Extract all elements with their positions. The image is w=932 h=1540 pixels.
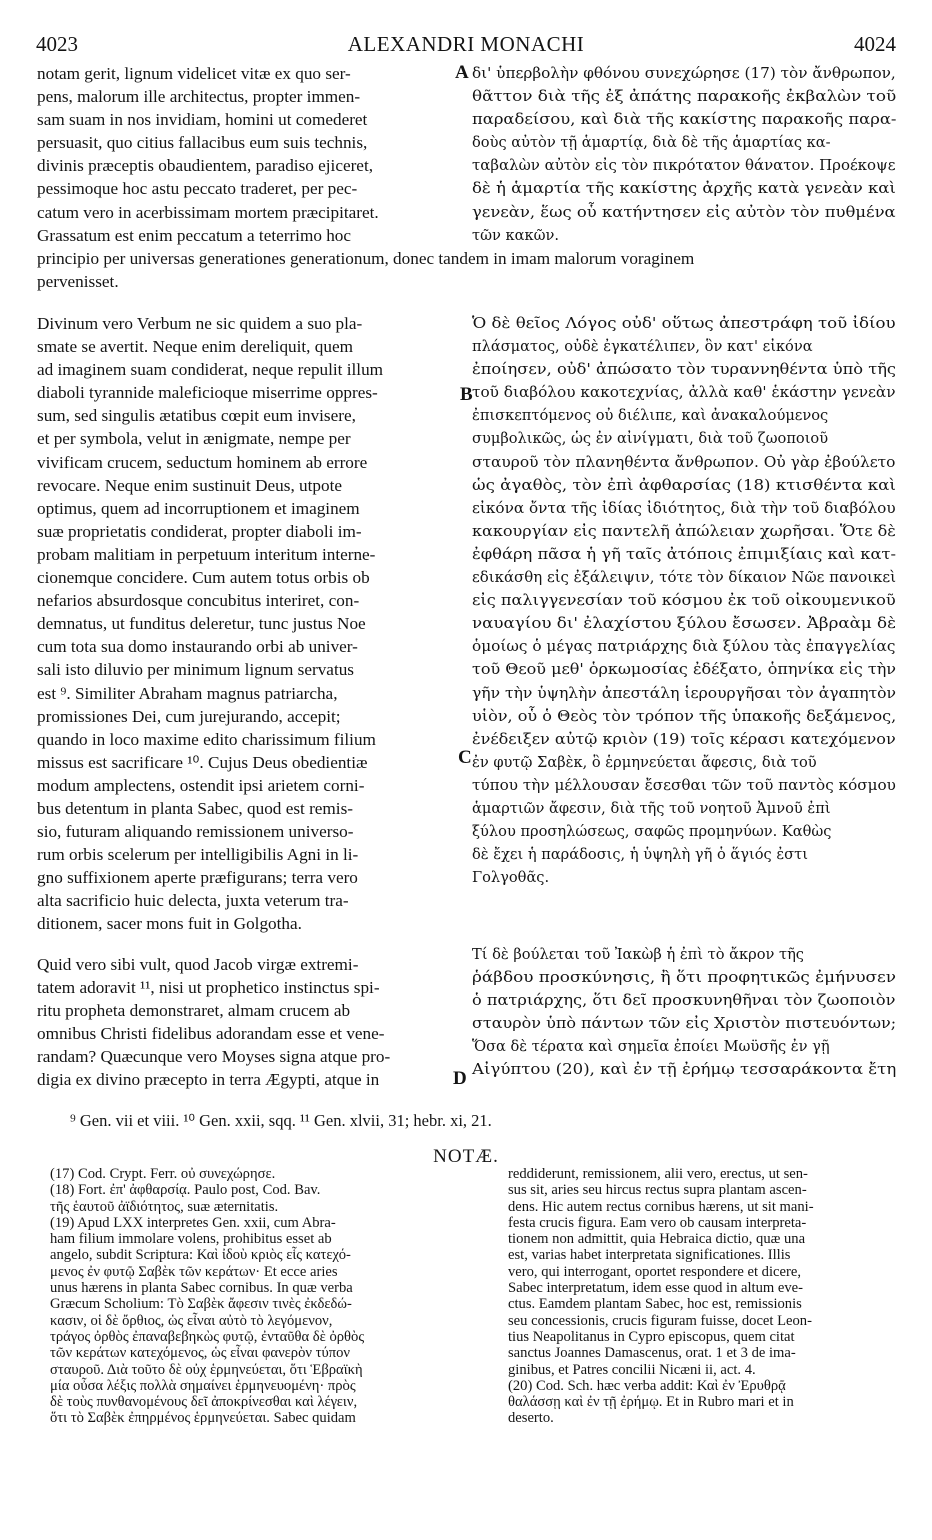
greek-line-text: Αἰγύπτου (20), καὶ ἐν τῇ ἐρήμῳ τεσσαράκοντα ἔτη <box>472 1061 897 1079</box>
note-line <box>508 1215 903 1231</box>
latin-line-text: digia ex divino præcepto in terra Ægypti, atque in <box>37 1070 380 1090</box>
note-line <box>508 1313 903 1329</box>
greek-line <box>472 682 896 705</box>
greek-line <box>472 866 896 889</box>
scripture-footnotes: ⁹ Gen. vii et viii. ¹⁰ Gen. xxii, sqq. ¹¹ Gen. xlvii, 31; hebr. xi, 21. <box>70 1111 492 1130</box>
latin-line-text: Quid vero sibi vult, quod Jacob virgæ extremi- <box>37 955 359 974</box>
latin-line-text: vivificam crucem, seductum hominem ab errore <box>37 452 368 472</box>
latin-line <box>37 1068 462 1091</box>
latin-line <box>37 635 462 658</box>
greek-line-text: δὲ ἡ ἁμαρτία τῆς κακίστης ἀρχῆς κατὰ γενεὰν καὶ <box>472 180 896 198</box>
greek-line <box>472 381 896 404</box>
greek-line-text: ἐποίησεν, οὐδ' ἀπώσατο τὸν τυραννηθέντα ὑπὸ τῆς <box>472 361 897 379</box>
note-line <box>50 1215 470 1231</box>
greek-line <box>472 589 896 612</box>
latin-line-text: divinis præceptis obaudientem, paradiso ejiceret, <box>37 156 374 176</box>
note-line <box>508 1362 903 1378</box>
greek-line <box>472 1035 896 1058</box>
note-line <box>508 1247 903 1263</box>
note-line-text: μενος ἐν φυτῷ Σαβὲκ τῶν κεράτων· Et ecce aries <box>50 1263 338 1280</box>
latin-column-block-2 <box>37 312 462 936</box>
greek-line <box>472 131 896 154</box>
greek-column-block-1 <box>472 62 896 247</box>
latin-line-text: modum amplectens, ostendit ipsi arietem corni- <box>37 775 365 795</box>
latin-line-text: rum orbis scelerum per intelligibilis Agni in li- <box>37 845 359 865</box>
note-line-text: ginibus, et Patres concilii Nicæni ii, act. 4. <box>508 1361 756 1378</box>
greek-line <box>472 358 896 381</box>
greek-line-text: εἰκόνα ὄντα τῆς ἰδίας ἰδιότητος, διὰ τὴν τοῦ διαβόλου <box>472 499 896 517</box>
latin-line-text: ad imaginem suam condiderat, neque repulit illum <box>37 360 384 380</box>
note-line-text: ὅτι τὸ Σαβὲκ ἐπηρμένος ἑρμηνεύεται. Sabec quidam <box>50 1410 356 1427</box>
latin-line-text: optimus, quem ad incorruptionem et imaginem <box>37 498 360 518</box>
full-line-text: pervenisset. <box>37 272 119 292</box>
greek-line-text: ὁ πατριάρχης, ὅτι δεῖ προσκυνηθῆναι τὸν ζωοποιὸν <box>472 992 896 1010</box>
page-header <box>36 32 896 58</box>
latin-line-text: gno suffixionem aperte præfigurans; terra vero <box>37 868 358 888</box>
greek-line <box>472 797 896 820</box>
latin-line <box>37 358 462 381</box>
greek-line-text: ὁμοίως ὁ μέγας πατριάρχης διὰ ξύλου τὰς ἐπαγγελίας <box>472 638 896 656</box>
greek-line <box>472 427 896 450</box>
page-number-right: 4024 <box>854 32 896 56</box>
latin-line-text: Grassatum est enim peccatum a teterrimo hoc <box>37 225 352 245</box>
note-line-text: tius Neapolitanus in Cypro episcopus, quem citat <box>508 1328 795 1345</box>
latin-line-text: suæ proprietatis condiderat, propter diaboli im- <box>37 521 362 541</box>
latin-line <box>37 312 462 335</box>
latin-line <box>37 682 462 705</box>
greek-line <box>472 843 896 866</box>
latin-line <box>37 474 462 497</box>
greek-line <box>472 705 896 728</box>
greek-line-text: ξύλου προσηλώσεως, σαφῶς προμηνύων. Καθὼς <box>472 823 832 841</box>
note-line <box>50 1182 470 1198</box>
greek-line <box>472 728 896 751</box>
greek-line <box>472 774 896 797</box>
note-line <box>50 1378 470 1394</box>
latin-line <box>37 131 462 154</box>
greek-line <box>472 312 896 335</box>
running-title: ALEXANDRI MONACHI <box>347 32 585 56</box>
greek-line-text: ταβαλὼν αὐτὸν εἰς τὸν πικρότατον θάνατον. Προέκοψε <box>472 157 896 175</box>
latin-line-text: catum vero in acerbissimam mortem præcipitaret. <box>37 202 379 222</box>
latin-line-text: cionemque concidere. Cum autem totus orbis ob <box>37 568 370 588</box>
greek-line <box>472 658 896 681</box>
note-line-text: (18) Fort. ἐπ' ἀφθαρσίᾳ. Paulo post, Cod. Bav. <box>50 1182 321 1199</box>
greek-line-text: εἰς παλιγγενεσίαν τοῦ κόσμου ἐκ τοῦ οἰκουμενικοῦ <box>472 592 896 610</box>
note-line-text: vero, qui interrogant, oportet respondere et dicere, <box>508 1263 801 1280</box>
note-line-text: deserto. <box>508 1410 554 1427</box>
note-line-text: κασιν, οἱ δὲ ὄρθιος, ὡς εἶναι αὐτὸ τὸ λεγόμενον, <box>50 1312 333 1329</box>
latin-line <box>37 108 462 131</box>
latin-line-text: pessimoque hoc astu peccato traderet, per pec- <box>37 179 358 199</box>
greek-line-text: ναυαγίου δι' ἐλαχίστου ξύλου ἔσωσεν. Ἀβραὰμ δὲ <box>472 615 897 633</box>
greek-line <box>472 989 896 1012</box>
latin-line <box>37 912 462 935</box>
latin-line-text: revocare. Neque enim sustinuit Deus, utpote <box>37 475 342 495</box>
greek-line <box>472 635 896 658</box>
greek-line <box>472 404 896 427</box>
latin-line <box>37 154 462 177</box>
note-line <box>508 1345 903 1361</box>
greek-line-text: θᾶττον διὰ τῆς ἐξ ἀπάτης παρακοῆς ἐκβαλὼν τοῦ <box>472 88 897 106</box>
note-line <box>50 1394 470 1410</box>
latin-line <box>37 335 462 358</box>
latin-line <box>37 889 462 912</box>
greek-line <box>472 451 896 474</box>
greek-line <box>472 85 896 108</box>
greek-line-text: τοῦ Θεοῦ μεθ' ὁρκωμοσίας ἐδέξατο, ὁπηνίκα εἰς τὴν <box>472 661 897 679</box>
greek-line-text: Ὁ δὲ θεῖος Λόγος οὐδ' οὕτως ἀπεστράφη τοῦ ἰδίου <box>472 315 896 332</box>
note-line-text: seu concessionis, crucis figuram fuisse, docet Leon- <box>508 1312 812 1329</box>
greek-line-text: ὡς ἀγαθὸς, τὸν ἐπὶ ἀφθαρσίας (18) κτισθέντα καὶ <box>472 476 896 494</box>
greek-line-text: σταυροῦ τὸν πλανηθέντα ἄνθρωπον. Οὐ γὰρ ἐβούλετο <box>472 453 896 471</box>
latin-line <box>37 751 462 774</box>
latin-line <box>37 843 462 866</box>
latin-line-text: probam malitiam in perpetuum interitum interne- <box>37 544 376 564</box>
latin-line-text: notam gerit, lignum videlicet vitæ ex quo ser- <box>37 64 351 83</box>
greek-line <box>472 154 896 177</box>
greek-line <box>472 1058 896 1081</box>
greek-line <box>472 108 896 131</box>
greek-line-text: δοὺς αὐτὸν τῇ ἁμαρτίᾳ, διὰ δὲ τῆς ἁμαρτίας κα- <box>472 134 831 152</box>
note-line <box>508 1296 903 1312</box>
latin-line-text: bus detentum in planta Sabec, quod est remis- <box>37 798 353 818</box>
greek-line-text: εδικάσθη εἰς ἐξάλειψιν, τότε τὸν δίκαιον Νῶε πανοικεὶ <box>472 569 896 587</box>
latin-line <box>37 976 462 999</box>
note-line-text: τράγος ὀρθὸς ἐπαναβεβηκὼς φυτῷ, ἐνταῦθα δὲ ὀρθὸς <box>50 1328 365 1345</box>
greek-line <box>472 943 896 966</box>
note-line-text: σταυροῦ. Διὰ τοῦτο δὲ οὐχ ἑρμηνεύεται, ὅτι Ἑβραϊκὴ <box>50 1361 363 1378</box>
greek-line-text: Ὅσα δὲ τέρατα καὶ σημεῖα ἐποίει Μωϋσῆς ἐν γῇ <box>472 1038 830 1056</box>
latin-line <box>37 201 462 224</box>
greek-line-text: ἐνέδειξεν αὐτῷ κριὸν (19) τοῖς κέρασι κατεχόμενον <box>472 730 896 748</box>
margin-marker-b: B <box>460 384 473 405</box>
latin-line <box>37 820 462 843</box>
note-line <box>508 1378 903 1394</box>
greek-line <box>472 751 896 774</box>
greek-line <box>472 543 896 566</box>
greek-line-text: παραδείσου, καὶ διὰ τῆς κακίστης παρακοῆς παρα- <box>472 111 897 129</box>
latin-line <box>37 705 462 728</box>
latin-line <box>37 451 462 474</box>
latin-line-text: promissiones Dei, cum jurejurando, accepit; <box>37 706 341 726</box>
greek-line <box>472 62 896 85</box>
latin-line-text: ditionem, sacer mons fuit in Golgotha. <box>37 914 302 934</box>
latin-line <box>37 85 462 108</box>
note-line-text: τῆς ἑαυτοῦ ἀϊδιότητος, suæ æternitatis. <box>50 1198 279 1215</box>
full-width-lines <box>37 247 895 293</box>
greek-line <box>472 224 896 247</box>
note-line-text: θαλάσσῃ καὶ ἐν τῇ ἐρήμῳ. Et in Rubro mari et in <box>508 1394 794 1411</box>
latin-line <box>37 774 462 797</box>
latin-line-text: pens, malorum ille architectus, propter immen- <box>37 87 361 107</box>
latin-line <box>37 658 462 681</box>
greek-line-text: τῶν κακῶν. <box>472 226 559 244</box>
latin-line-text: demnatus, ut funditus deleretur, tunc justus Noe <box>37 614 366 634</box>
latin-line <box>37 543 462 566</box>
note-line-text: sus sit, aries seu hircus rectus supra plantam ascen- <box>508 1182 807 1199</box>
latin-line-text: sali isto diluvio per minimum lignum servatus <box>37 660 354 680</box>
note-line <box>50 1231 470 1247</box>
note-line <box>508 1166 903 1182</box>
greek-line-text: Γολγοθᾶς. <box>472 869 550 887</box>
latin-line-text: nefarios absurdosque concubitus interiret, con- <box>37 591 360 611</box>
latin-column-block-1 <box>37 62 462 247</box>
margin-marker-c: C <box>458 747 472 768</box>
latin-line <box>37 797 462 820</box>
note-line-text: festa crucis figura. Eam vero ob causam interpreta- <box>508 1214 807 1231</box>
greek-line-text: συμβολικῶς, ὡς ἐν αἰνίγματι, διὰ τοῦ ζωοποιοῦ <box>472 430 829 448</box>
full-line <box>37 270 895 293</box>
latin-line-text: quando in loco maxime edito charissimum filium <box>37 729 376 749</box>
latin-line-text: persuasit, quo citius fallacibus eum suis technis, <box>37 133 368 153</box>
latin-line <box>37 427 462 450</box>
note-line <box>50 1199 470 1215</box>
latin-line <box>37 520 462 543</box>
note-line-text: est, varias habet interpretata significationes. Illis <box>508 1247 791 1264</box>
note-line <box>50 1313 470 1329</box>
latin-line-text: et per symbola, velut in ænigmate, nempe per <box>37 429 351 449</box>
latin-line-text: est ⁹. Similiter Abraham magnus patriarcha, <box>37 683 338 703</box>
note-line <box>50 1410 470 1426</box>
latin-line <box>37 1022 462 1045</box>
note-line <box>50 1264 470 1280</box>
latin-line <box>37 612 462 635</box>
latin-line-text: Divinum vero Verbum ne sic quidem a suo pla- <box>37 314 363 333</box>
note-line <box>508 1231 903 1247</box>
latin-line-text: smate se avertit. Neque enim dereliquit, quem <box>37 337 353 357</box>
greek-line <box>472 474 896 497</box>
latin-line-text: alta sacrificio huic delecta, juxta veterum tra- <box>37 891 349 911</box>
note-line <box>50 1362 470 1378</box>
notes-left-column <box>50 1166 470 1427</box>
note-line-text: reddiderunt, remissionem, alii vero, erectus, ut sen- <box>508 1166 808 1182</box>
latin-line-text: sam suam in nos invidiam, homini ut comederet <box>37 110 368 130</box>
notes-right-column <box>508 1166 903 1427</box>
greek-line-text: Τί δὲ βούλεται τοῦ Ἰακὼβ ἡ ἐπὶ τὸ ἄκρον τῆς <box>472 946 804 963</box>
greek-line <box>472 497 896 520</box>
greek-line-text: ἁμαρτιῶν ἄφεσιν, διὰ τῆς τοῦ νοητοῦ Ἀμνοῦ ἐπὶ <box>472 799 831 817</box>
latin-line <box>37 728 462 751</box>
notes-heading: NOTÆ. <box>433 1146 499 1167</box>
greek-line-text: κακουργίαν εἰς παντελῆ ἀπώλειαν χωρῆσαι. Ὅτε δὲ <box>472 522 896 540</box>
latin-line <box>37 62 462 85</box>
greek-line-text: δὲ ἔχει ἡ παράδοσις, ἡ ὑψηλὴ γῆ ὁ ἅγιός ἐστι <box>472 846 808 864</box>
greek-line <box>472 335 896 358</box>
note-line-text: δὲ τοὺς πυνθανομένους δεῖ ἀποκρίνεσθαι καὶ λέγειν, <box>50 1394 358 1411</box>
latin-line <box>37 177 462 200</box>
margin-marker-d: D <box>453 1068 467 1089</box>
note-line <box>50 1296 470 1312</box>
greek-line <box>472 201 896 224</box>
margin-marker-a: A <box>455 62 469 83</box>
latin-line-text: sum, sed singulis ætatibus cœpit eum invisere, <box>37 406 356 426</box>
latin-line <box>37 866 462 889</box>
note-line-text: unus hærens in planta Sabec cornibus. In quæ verba <box>50 1280 353 1297</box>
latin-line <box>37 589 462 612</box>
latin-line <box>37 404 462 427</box>
note-line <box>508 1410 903 1426</box>
greek-line <box>472 520 896 543</box>
greek-line-text: ῥάβδου προσκύνησις, ἢ ὅτι προφητικῶς ἐμήνυσεν <box>472 969 896 987</box>
greek-line-text: γενεὰν, ἕως οὗ κατήντησεν εἰς αὐτὸν τὸν πυθμένα <box>472 203 896 221</box>
note-line-text: τῶν κεράτων κατεχόμενος, ὡς εἶναι φανερὸν τύπον <box>50 1345 350 1362</box>
greek-line-text: ἐφθάρη πᾶσα ἡ γῆ ταῖς ἀτόποις ἐπιμιξίαις καὶ κατ- <box>472 545 896 563</box>
note-line-text: tionem non admittit, quia Hebraica dictio, quæ una <box>508 1231 806 1248</box>
note-line-text: μία οὖσα λέξις πολλὰ σημαίνει ἑρμηνευομένη· πρὸς <box>50 1377 356 1394</box>
greek-line-text: ἐπισκεπτόμενος οὐ διέλιπε, καὶ ἀνακαλούμενος <box>472 407 829 425</box>
latin-column-block-3 <box>37 953 462 1092</box>
latin-line-text: ritu propheta demonstraret, almam crucem ab <box>37 1001 351 1021</box>
greek-line-text: σταυρὸν ὑπὸ πάντων τῶν εἰς Χριστὸν πιστευόντων; <box>472 1015 897 1033</box>
note-line-text: ham filium immolare volens, prohibitus esset ab <box>50 1231 332 1248</box>
greek-column-block-2 <box>472 312 896 889</box>
note-line-text: dens. Hic autem rectus cornibus hærens, ut sit mani- <box>508 1198 814 1215</box>
greek-line-text: γῆν τὴν ὑψηλὴν ἀπεστάλη ἱερουργῆσαι τὸν ἀγαπητὸν <box>472 684 897 702</box>
note-line-text: angelo, subdit Scriptura: Καὶ ἰδοὺ κριὸς εἷς κατεχό- <box>50 1247 351 1264</box>
greek-line-text: τύπου τὴν μέλλουσαν ἔσεσθαι τῶν τοῦ παντὸς κόσμου <box>472 776 896 794</box>
greek-line <box>472 566 896 589</box>
note-line-text: Sabec interpretatum, idem esse quod in altum eve- <box>508 1280 804 1297</box>
greek-line-text: τοῦ διαβόλου κακοτεχνίας, ἀλλὰ καθ' ἑκάστην γενεὰν <box>472 384 896 402</box>
latin-line-text: diaboli tyrannide maleficioque miserrime oppres- <box>37 383 378 403</box>
greek-line <box>472 820 896 843</box>
greek-line <box>472 1012 896 1035</box>
note-line <box>508 1280 903 1296</box>
greek-line-text: ἐν φυτῷ Σαβὲκ, ὃ ἑρμηνεύεται ἄφεσις, διὰ τοῦ <box>472 753 817 771</box>
greek-line <box>472 177 896 200</box>
latin-line <box>37 497 462 520</box>
note-line <box>50 1166 470 1182</box>
note-line-text: Græcum Scholium: Τὸ Σαβὲκ ἄφεσιν τινὲς ἐκδεδώ- <box>50 1296 352 1313</box>
greek-line <box>472 612 896 635</box>
latin-line <box>37 999 462 1022</box>
note-line <box>508 1264 903 1280</box>
latin-line <box>37 381 462 404</box>
latin-line-text: omnibus Christi fidelibus adorandam esse et vene- <box>37 1024 385 1044</box>
note-line-text: (17) Cod. Crypt. Ferr. οὐ συνεχώρησε. <box>50 1166 276 1182</box>
note-line <box>50 1280 470 1296</box>
latin-line <box>37 953 462 976</box>
greek-line-text: δι' ὑπερβολὴν φθόνου συνεχώρησε (17) τὸν ἄνθρωπον, <box>472 65 896 82</box>
note-line <box>50 1345 470 1361</box>
note-line <box>508 1394 903 1410</box>
note-line-text: ctus. Eamdem plantam Sabec, hoc est, remissionis <box>508 1296 802 1313</box>
latin-line-text: randam? Quæcunque vero Moyses signa atque pro- <box>37 1047 391 1067</box>
note-line <box>508 1182 903 1198</box>
latin-line <box>37 224 462 247</box>
note-line <box>50 1329 470 1345</box>
latin-line-text: cum tota sua domo instaurando orbi ab univer- <box>37 637 358 657</box>
full-line-text: principio per universas generationes generationum, donec tandem in imam malorum voraginem <box>37 249 695 268</box>
note-line-text: (20) Cod. Sch. hæc verba addit: Καὶ ἐν Ἐρυθρᾷ <box>508 1377 786 1394</box>
latin-line <box>37 1045 462 1068</box>
note-line <box>508 1199 903 1215</box>
note-line <box>50 1247 470 1263</box>
note-line-text: sanctus Joannes Damascenus, orat. 1 et 3 de ima- <box>508 1345 796 1362</box>
latin-line-text: missus est sacrificare ¹⁰. Cujus Deus obedientiæ <box>37 752 368 772</box>
greek-line-text: πλάσματος, οὐδὲ ἐγκατέλιπεν, ὃν κατ' εἰκόνα <box>472 338 813 356</box>
greek-column-block-3 <box>472 943 896 1082</box>
note-line-text: (19) Apud LXX interpretes Gen. xxii, cum Abra- <box>50 1214 336 1231</box>
page-number-left: 4023 <box>36 32 78 56</box>
greek-line <box>472 966 896 989</box>
greek-line-text: υἱὸν, οὗ ὁ Θεὸς τὸν τρόπον τῆς ὑπακοῆς δεξάμενος, <box>472 707 897 725</box>
latin-line-text: sio, futuram aliquando remissionem universo- <box>37 822 354 842</box>
latin-line-text: tatem adoravit ¹¹, nisi ut prophetico instinctus spi- <box>37 978 380 998</box>
note-line <box>508 1329 903 1345</box>
latin-line <box>37 566 462 589</box>
full-line <box>37 247 895 270</box>
